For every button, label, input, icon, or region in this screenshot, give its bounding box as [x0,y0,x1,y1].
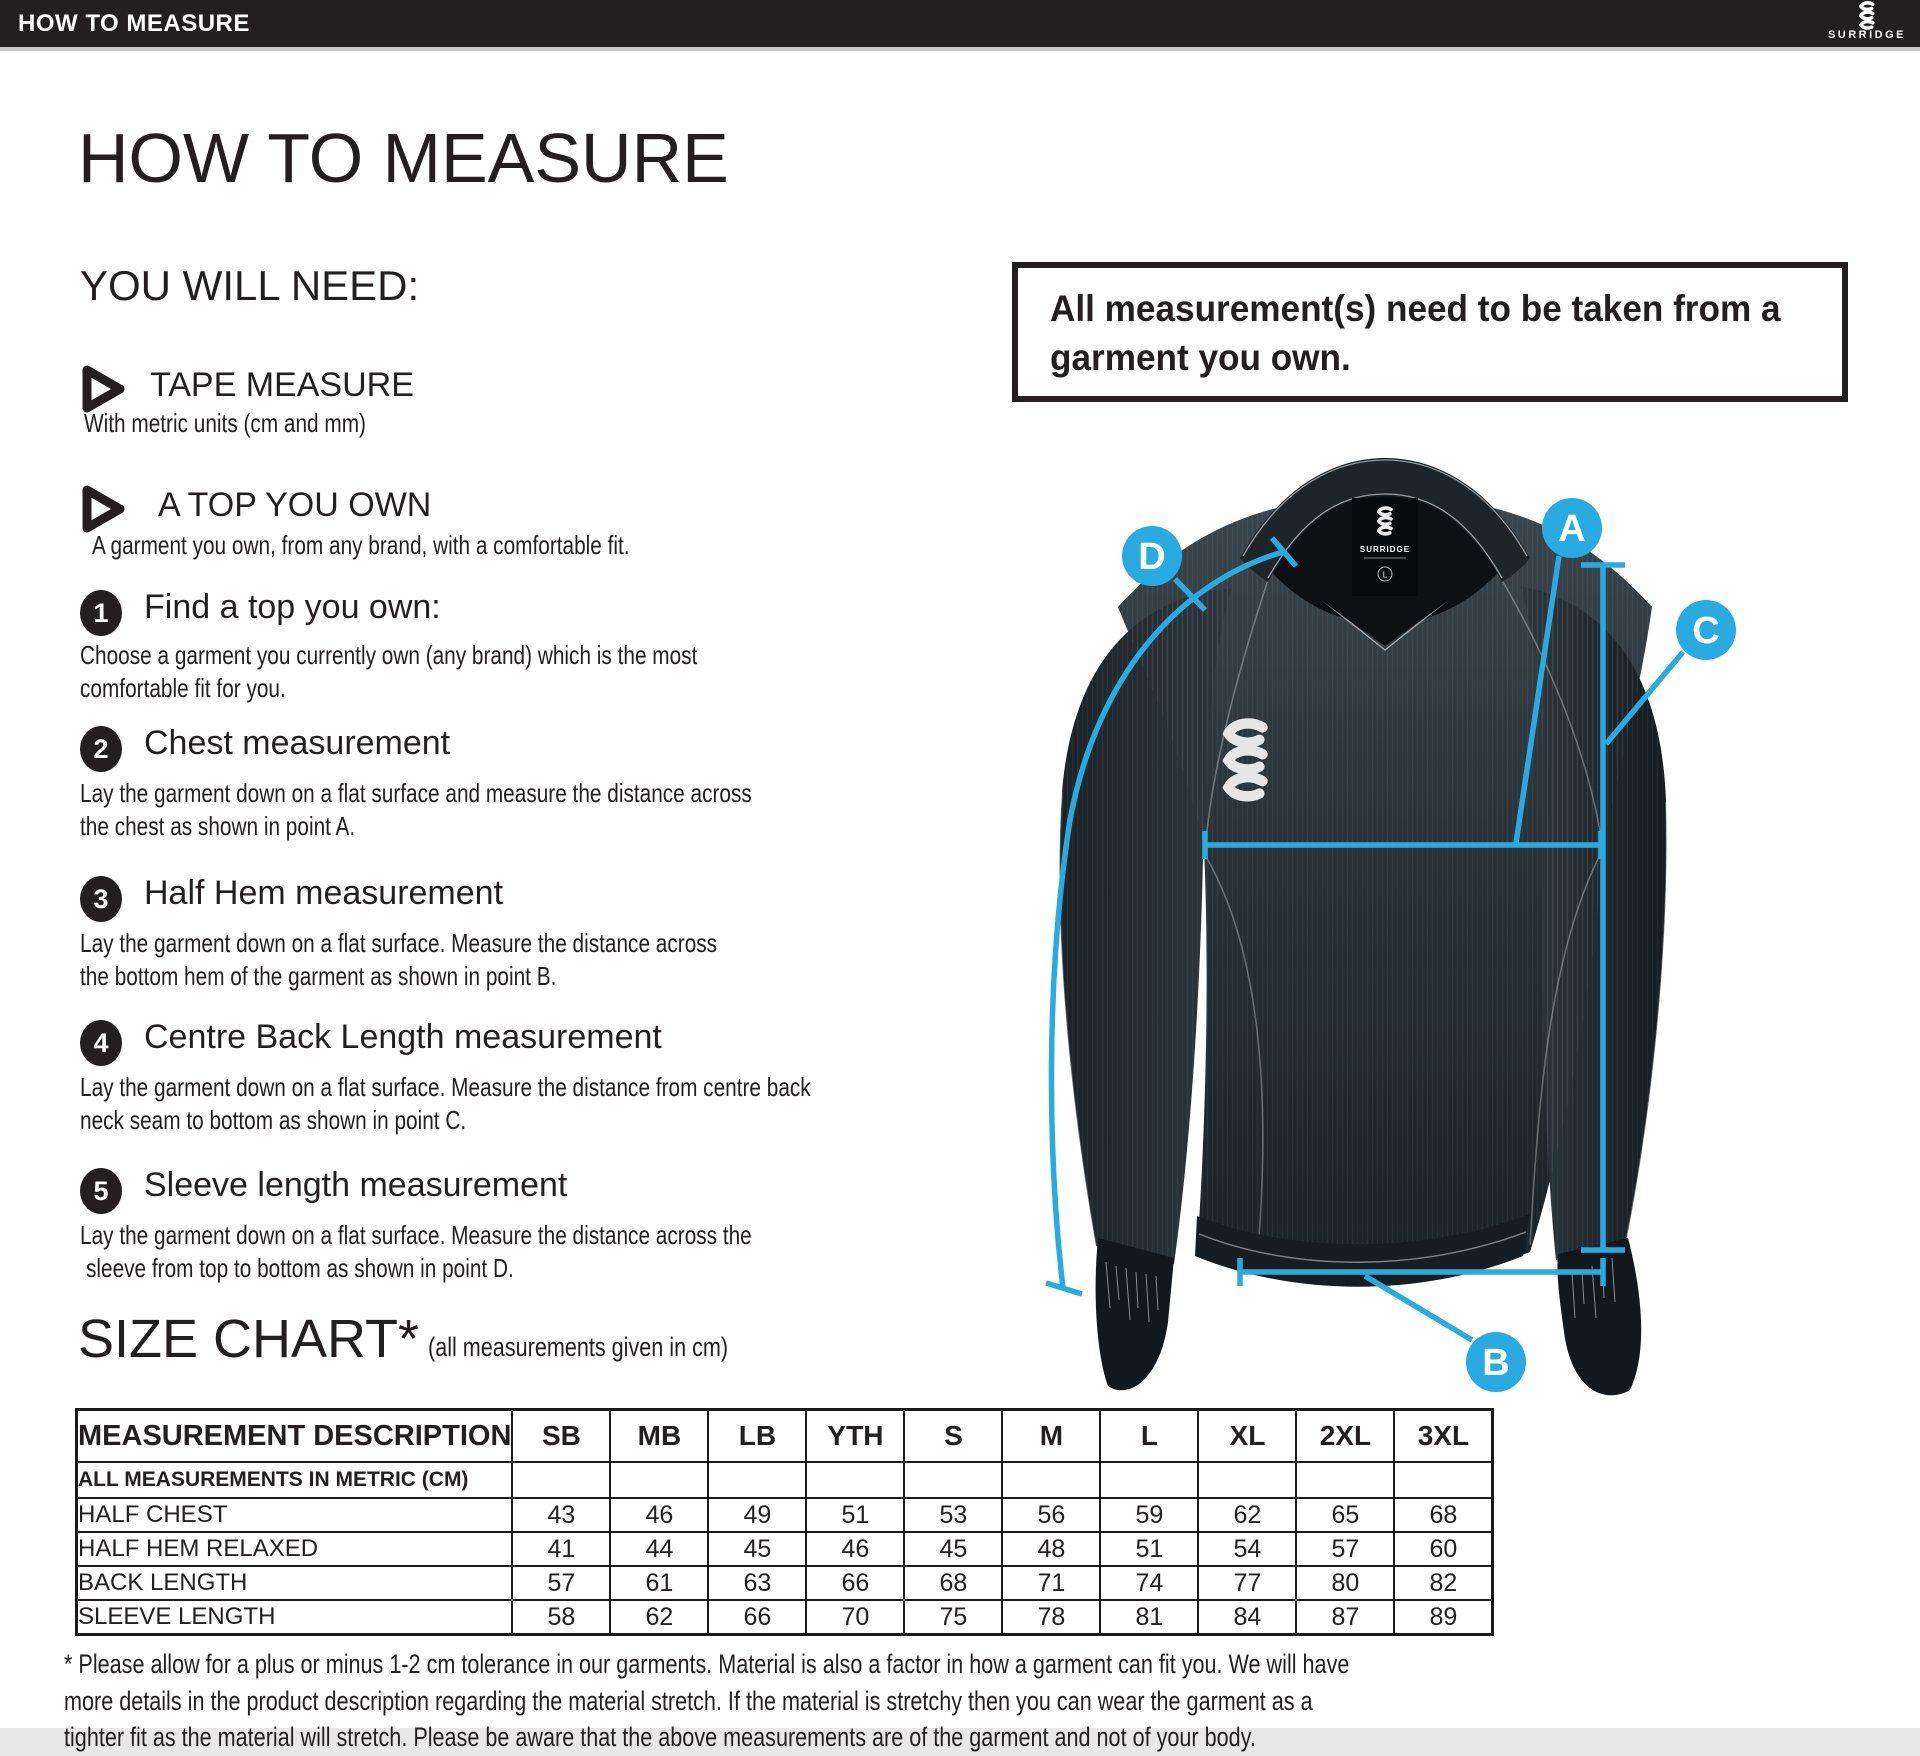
measurement-value: 51 [806,1498,904,1532]
metric-empty-cell [1296,1462,1394,1498]
measurement-value: 60 [1394,1532,1493,1566]
size-chart-table [75,1408,1494,1636]
step-line: Lay the garment down on a flat surface. Measure the distance across [80,928,718,958]
measurement-value: 59 [1100,1498,1198,1532]
step-number: 5 [80,1168,122,1214]
notice-text: garment you own. [1050,337,1351,378]
measurement-value: 41 [512,1532,610,1566]
measurement-value: 51 [1100,1532,1198,1566]
footnote-line: * Please allow for a plus or minus 1-2 cm tolerance in our garments. Material is also a factor in how a garment can fit you. We will have [64,1649,1350,1679]
top-bar-title: HOW TO MEASURE [18,10,250,37]
measurement-value: 61 [610,1566,708,1600]
measurement-label: BACK LENGTH [77,1566,513,1600]
measurement-value: 45 [708,1532,806,1566]
step-line: Lay the garment down on a flat surface and measure the distance across [80,778,752,808]
notice-box [1012,262,1848,402]
measurement-value: 56 [1002,1498,1100,1532]
size-row [77,1532,1493,1566]
measurement-value: 74 [1100,1566,1198,1600]
size-row [77,1566,1493,1600]
size-col-header: L [1100,1410,1198,1463]
requirement-desc: A garment you own, from any brand, with a comfortable fit. [92,530,630,560]
step-line: Lay the garment down on a flat surface. Measure the distance from centre back [80,1072,811,1102]
measurement-value: 82 [1394,1566,1493,1600]
footnote-line: tighter fit as the material will stretch. Please be aware that the above measurements are of the garment and not of your body. [64,1722,1256,1752]
measurement-value: 58 [512,1600,610,1635]
notice-text: All measurement(s) need to be taken from a [1050,288,1781,329]
measurement-description-header: MEASUREMENT DESCRIPTION [77,1410,513,1463]
brand-wordmark: SURRIDGE [1827,29,1906,41]
size-col-header: 2XL [1296,1410,1394,1463]
size-row [77,1498,1493,1532]
measurement-value: 77 [1198,1566,1296,1600]
size-chart-subheading: (all measurements given in cm) [428,1332,729,1362]
step-number: 2 [80,726,122,772]
sweater-illustration [1060,458,1667,1395]
measurement-value: 45 [904,1532,1002,1566]
measurement-value: 80 [1296,1566,1394,1600]
requirement-desc: With metric units (cm and mm) [84,408,366,438]
label-pointer-b [1365,1276,1472,1340]
surridge-s-icon [1855,1,1879,31]
step-number: 1 [80,590,122,636]
step-title: Find a top you own: [144,588,441,626]
measurement-label: SLEEVE LENGTH [77,1600,513,1635]
footnote [64,1646,1671,1756]
left-cuff [1096,1238,1174,1390]
requirement-title: TAPE MEASURE [150,366,414,404]
measurement-value: 57 [512,1566,610,1600]
label-c-letter: C [1692,610,1720,652]
top-bar [0,0,1920,51]
measurement-value: 81 [1100,1600,1198,1635]
size-col-header: SB [512,1410,610,1463]
measurement-value: 44 [610,1532,708,1566]
size-row [77,1600,1493,1635]
step-line: neck seam to bottom as shown in point C. [80,1105,467,1135]
measurement-value: 43 [512,1498,610,1532]
step-title: Half Hem measurement [144,874,504,912]
step-title: Chest measurement [144,724,451,762]
metric-empty-cell [1198,1462,1296,1498]
step-line: Lay the garment down on a flat surface. Measure the distance across the [80,1220,752,1250]
metric-row [77,1462,1493,1498]
size-col-header: LB [708,1410,806,1463]
size-chart-heading: SIZE CHART* [78,1309,420,1369]
page-title: HOW TO MEASURE [78,119,729,197]
measurement-value: 46 [610,1498,708,1532]
metric-empty-cell [806,1462,904,1498]
measurement-value: 57 [1296,1532,1394,1566]
label-a-letter: A [1558,508,1586,550]
you-will-need-heading: YOU WILL NEED: [80,262,420,309]
measurement-value: 70 [806,1600,904,1635]
measurement-value: 66 [708,1600,806,1635]
measurement-value: 62 [1198,1498,1296,1532]
tag-brand-text: SURRIDGE [1359,545,1411,554]
size-col-header: XL [1198,1410,1296,1463]
metric-empty-cell [610,1462,708,1498]
metric-empty-cell [1100,1462,1198,1498]
size-table-body [77,1498,1493,1635]
measurement-value: 48 [1002,1532,1100,1566]
metric-empty-cell [1002,1462,1100,1498]
metric-empty-cell [904,1462,1002,1498]
metric-empty-cell [512,1462,610,1498]
bullet-triangle-icon [80,484,126,534]
footnote-line: more details in the product description regarding the material stretch. If the material is stretchy then you can wear the garment as a [64,1685,1313,1716]
measurement-value: 78 [1002,1600,1100,1635]
metric-empty-cell [1394,1462,1493,1498]
brand-logo [1828,1,1906,41]
metric-note: ALL MEASUREMENTS IN METRIC (CM) [77,1462,513,1498]
size-col-header: M [1002,1410,1100,1463]
right-cuff [1557,1238,1641,1395]
neck-tag [1352,498,1418,596]
requirement-title: A TOP YOU OWN [158,486,432,524]
step-number: 3 [80,876,122,922]
label-d-letter: D [1138,536,1166,578]
measurement-value: 62 [610,1600,708,1635]
size-header-row [77,1410,1493,1463]
measurement-value: 66 [806,1566,904,1600]
step-title: Centre Back Length measurement [144,1018,662,1056]
step-line: comfortable fit for you. [80,673,286,703]
measurement-value: 75 [904,1600,1002,1635]
step-line: the chest as shown in point A. [80,811,356,841]
size-col-header: S [904,1410,1002,1463]
tag-size-text: L [1382,570,1388,580]
step-line: the bottom hem of the garment as shown in point B. [80,961,557,991]
label-b-letter: B [1482,1342,1510,1384]
metric-empty-cell [708,1462,806,1498]
measurement-value: 53 [904,1498,1002,1532]
measurement-value: 71 [1002,1566,1100,1600]
measurement-value: 68 [904,1566,1002,1600]
measurement-label: HALF CHEST [77,1498,513,1532]
garment-diagram [1000,418,1790,1448]
measurement-value: 46 [806,1532,904,1566]
size-col-header: MB [610,1410,708,1463]
step-number: 4 [80,1020,122,1066]
size-col-header: 3XL [1394,1410,1493,1463]
measurement-value: 87 [1296,1600,1394,1635]
step-line: sleeve from top to bottom as shown in point D. [86,1253,514,1283]
size-col-header: YTH [806,1410,904,1463]
measurement-value: 89 [1394,1600,1493,1635]
step-title: Sleeve length measurement [144,1166,568,1204]
measurement-value: 65 [1296,1498,1394,1532]
measurement-label: HALF HEM RELAXED [77,1532,513,1566]
measurement-value: 63 [708,1566,806,1600]
measurement-value: 49 [708,1498,806,1532]
measurement-value: 84 [1198,1600,1296,1635]
measurement-value: 68 [1394,1498,1493,1532]
measurement-value: 54 [1198,1532,1296,1566]
step-line: Choose a garment you currently own (any brand) which is the most [80,640,698,670]
